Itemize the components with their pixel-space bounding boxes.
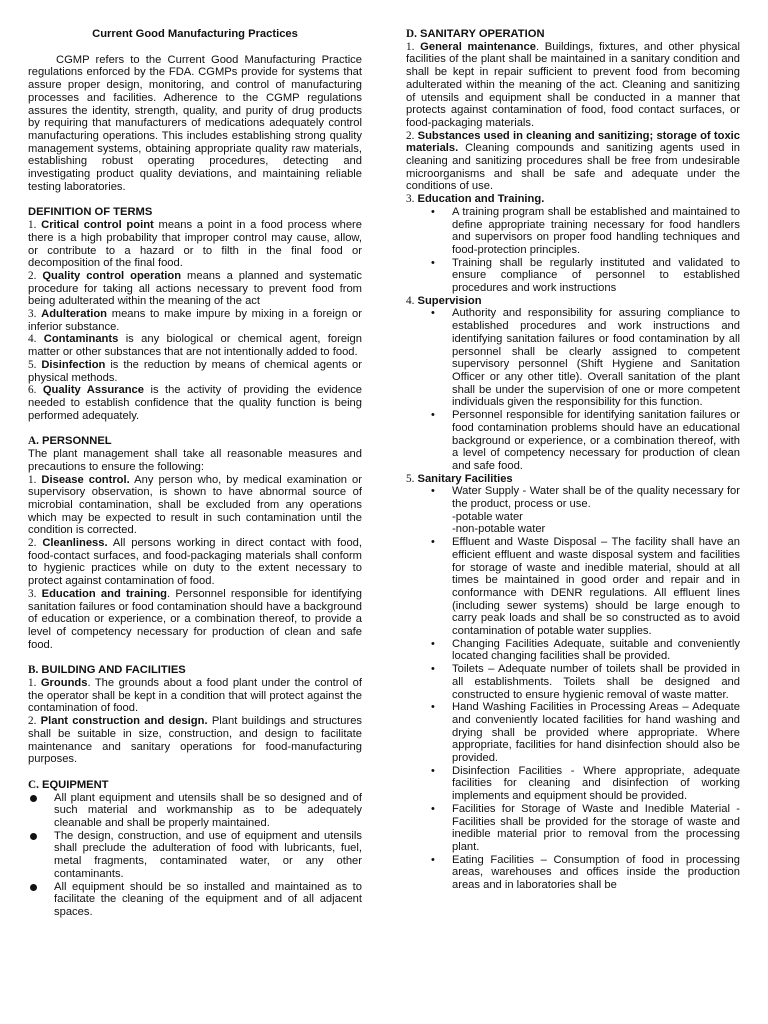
equipment-heading: C. EQUIPMENT [28,778,109,791]
substances-item: 2. Substances used in cleaning and sanitizing; storage of toxic materials. Cleaning compounds and sanitizing agents used in cleaning and sanitizing procedures shall be free from undesirable microorganisms and shall be safe and adequate under the conditions of use. [406,129,741,193]
supervision-item-1: • Authority and responsibility for assuring compliance to established procedures and work instructions and identifying sanitation failures or food contamination by all personnel shall be clearly assigned to competent supervisory personnel (Shift Hygiene and Sanitation Officer or any other title). Overall sanitation of the plant shall be under the supervision of one or more competent individuals given the responsibility for this function. [431,307,740,409]
definition-item-6: 6. Quality Assurance is the activity of providing the evidence needed to establish confidence that the quality function is being performed adequately. [28,384,363,422]
potable-water-line: -potable water [452,510,523,523]
education-training-list [431,206,740,295]
personnel-heading: A. PERSONNEL [28,435,112,448]
supervision-heading: 4. Supervision [406,294,482,307]
water-supply-item: • Water Supply - Water shall be of the quality necessary for the product, process or use. -potable water -non-potable water [431,485,740,536]
non-potable-water-line: -non-potable water [452,523,546,536]
intro-paragraph: CGMP refers to the Current Good Manufacturing Practice regulations enforced by the FDA. CGMPs provide for systems that assure proper design, monitoring, and control of manufacturing processes and facilities. Adherence to the CGMP regulations assures the identity, strength, quality, and purity of drug products by requiring that manufacturers of medications adequately control manufacturing operations. This includes establishing strong quality management systems, obtaining appropriate quality raw materials, establishing robust operating procedures, detecting and investigating product quality deviations, and maintaining reliable testing laboratories. [28,53,362,193]
definitions-heading: DEFINITION OF TERMS [28,206,153,219]
left-column [28,28,362,919]
personnel-lead: The plant management shall take all reasonable measures and precautions to ensure the following: [28,448,362,473]
personnel-item-3: 3. Education and training. Personnel responsible for identifying sanitation failures or food contamination should have a background of education or experience, or a combination thereof, to provide a level of competency necessary for production of clean and safe food. [28,587,362,651]
definitions-section [28,206,362,422]
education-training-item-1: • A training program shall be established and maintained to define appropriate training necessary for food handlers and supervisors on proper food handling techniques and food-protection principles. [431,206,740,257]
supervision-list [431,307,740,472]
definition-item-3: 3. Adulteration means to make impure by mixing in a foreign or inferior substance. [28,308,362,333]
sanitary-heading: D. SANITARY OPERATION [406,28,545,40]
personnel-item-2: 2. Cleanliness. All persons working in direct contact with food, food-contact surfaces, and food-packaging materials shall conform to hygienic practices while on duty to the extent necessary to protect against contamination of food. [28,537,362,588]
definition-item-5: 5. Disinfection is the reduction by means of chemical agents or physical methods. [28,358,362,384]
definition-item-1: 1. Critical control point means a point in a food process where there is a high probability that improper control may cause, allow, or contribute to a hazard or to filth in the final food or decomposition of the final food. [28,219,363,270]
equipment-item-3: All equipment should be so installed and maintained as to facilitate the cleaning of the equipment and of all adjacent spaces. [28,881,362,919]
sanitary-section [406,28,740,892]
building-heading: B. BUILDING AND FACILITIES [28,664,186,677]
building-item-2: 2. Plant construction and design. Plant buildings and structures shall be suitable in size, construction, and design to facilitate maintenance and sanitary operations for food-manufacturing purposes. [28,715,363,766]
disinfection-facilities-item: • Disinfection Facilities - Where appropriate, adequate facilities for cleaning and disinfection of working implements and equipment should be provided. [431,765,740,803]
waste-storage-item: • Facilities for Storage of Waste and Inedible Material - Facilities shall be provided for the storage of waste and inedible material prior to removal from the processing plant. [431,803,740,854]
personnel-item-1: 1. Disease control. Any person who, by medical examination or supervisory observation, is shown to have abnormal source of microbial contamination, shall be excluded from any operations which may be expected to result in such contamination until the condition is corrected. [28,473,362,537]
supervision-item-2: • Personnel responsible for identifying sanitation failures or food contamination problems should have an educational background or experience, or a combination thereof, with a level of competency necessary for production of clean and safe food. [431,409,740,473]
equipment-list [28,792,362,919]
changing-facilities-item: • Changing Facilities Adequate, suitable and conveniently located changing facilities shall be provided. [431,638,740,663]
right-column [406,28,740,892]
eating-facilities-item: • Eating Facilities – Consumption of food in processing areas, warehouses and offices inside the production areas and in laboratories shall be [431,854,740,892]
building-section [28,664,362,766]
sanitary-facilities-list [431,485,740,892]
equipment-item-1: All plant equipment and utensils shall be so designed and of such material and workmanship as to be adequately cleanable and shall be properly maintained. [28,792,362,830]
definition-item-4: 4. Contaminants is any biological or chemical agent, foreign matter or other substances that are not intentionally added to food. [28,333,362,359]
hand-washing-item: • Hand Washing Facilities in Processing Areas – Adequate and conveniently located facilities for hand washing and drying shall be provided where appropriate. Where appropriate, facilities for hand disinfection should also be provided. [431,701,740,765]
effluent-waste-item: • Effluent and Waste Disposal – The facility shall have an efficient effluent and waste disposal system and facilities for storage of waste and inedible material, should at all times be maintained in good order and repair and in conformance with DENR regulations. All effluent lines (including sewer systems) should be large enough to carry peak loads and shall be so constructed as to avoid contamination of potable water supplies. [431,536,740,638]
document-title: Current Good Manufacturing Practices [92,28,298,40]
education-training-item-2: • Training shall be regularly instituted and validated to ensure compliance of personnel to established procedures and work instructions [431,257,740,295]
equipment-item-2: The design, construction, and use of equipment and utensils shall preclude the adulteration of food with lubricants, fuel, metal fragments, contaminated water, or any other contaminants. [28,830,362,881]
toilets-item: • Toilets – Adequate number of toilets shall be provided in all establishments. Toilets shall be designed and constructed to ensure hygienic removal of waste matter. [431,663,740,701]
sanitary-facilities-heading: 5. Sanitary Facilities [406,472,513,485]
equipment-section [28,779,362,919]
definition-item-2: 2. Quality control operation means a planned and systematic procedure for taking all actions necessary to prevent food from being adulterated within the meaning of the act [28,269,363,308]
general-maintenance-item: 1. General maintenance. Buildings, fixtures, and other physical facilities of the plant shall be maintained in a sanitary condition and shall be kept in repair sufficient to prevent food from becoming adulterated within the meaning of the act. Cleaning and sanitizing of utensils and equipment shall be conducted in a manner that protects against contamination of food, food contact surfaces, or food-packaging materials. [406,40,740,129]
personnel-section [28,435,362,651]
education-training-heading: 3. Education and Training. [406,193,545,206]
building-item-1: 1. Grounds. The grounds about a food plant under the control of the operator shall be kept in a condition that will protect against the contamination of food. [28,677,363,715]
